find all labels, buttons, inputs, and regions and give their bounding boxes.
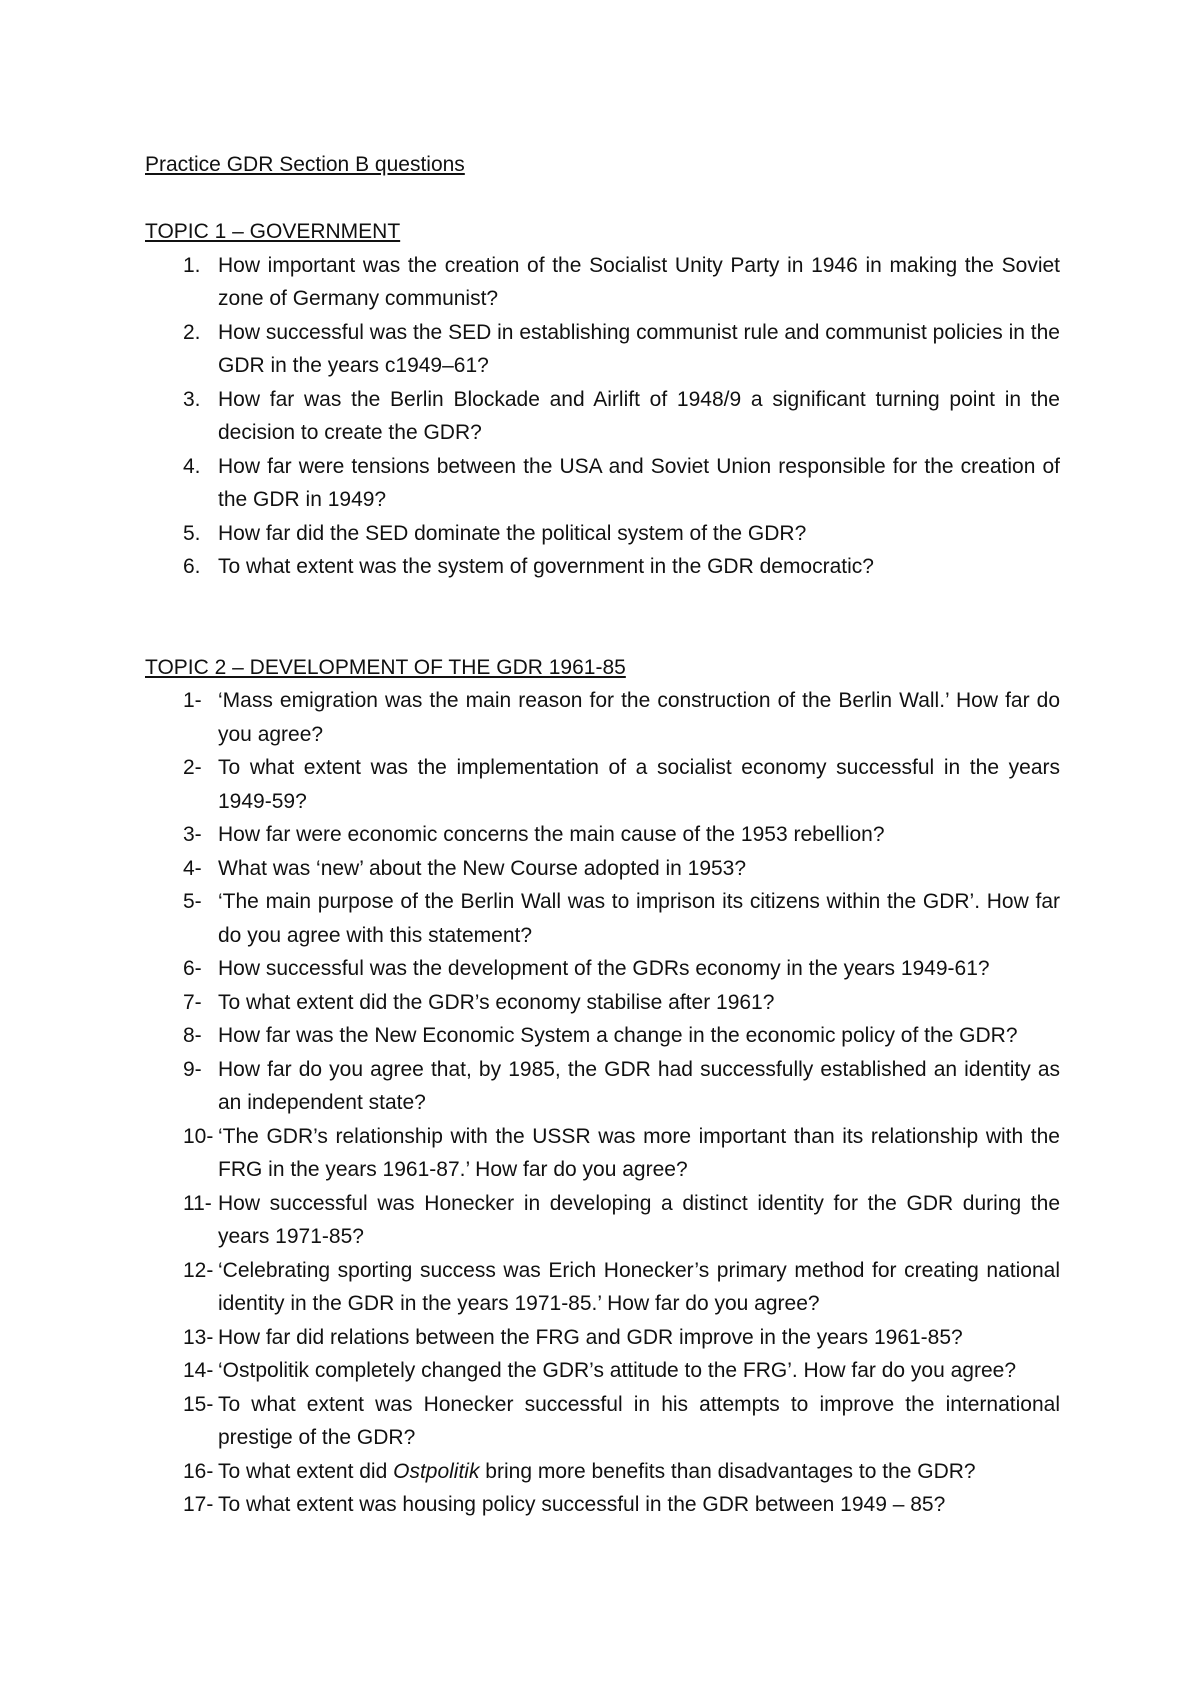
question-number: 2-: [183, 756, 202, 779]
question-text-part: bring more benefits than disadvantages to the GDR?: [479, 1459, 976, 1483]
question-number: 1-: [183, 689, 202, 712]
question-text: To what extent was the implementation of a socialist economy successful in the years 1949-59?: [218, 756, 1060, 813]
topic-2-question-list: [145, 684, 1060, 1522]
question-number: 6-: [183, 957, 202, 980]
question-text: How far did relations between the FRG and GDR improve in the years 1961-85?: [218, 1325, 963, 1349]
question-text: How successful was Honecker in developing a distinct identity for the GDR during the years 1971-85?: [218, 1191, 1060, 1248]
list-item: [145, 550, 1060, 584]
question-text: How important was the creation of the Socialist Unity Party in 1946 in making the Soviet zone of Germany communist?: [218, 253, 1060, 310]
question-number: 3-: [183, 823, 202, 846]
question-number: 4.: [183, 454, 201, 478]
list-item: [145, 818, 1060, 852]
question-number: 15-: [183, 1392, 214, 1416]
document-title: Practice GDR Section B questions: [145, 153, 465, 176]
question-text: How far was the New Economic System a change in the economic policy of the GDR?: [218, 1024, 1018, 1047]
question-text: ‘The main purpose of the Berlin Wall was to imprison its citizens within the GDR’. How far do you agree with this statement?: [218, 890, 1060, 947]
question-number: 5.: [183, 521, 201, 545]
question-number: 17-: [183, 1493, 214, 1516]
list-item: [145, 517, 1060, 551]
question-text: What was ‘new’ about the New Course adopted in 1953?: [218, 856, 747, 880]
question-number: 6.: [183, 555, 201, 578]
list-item: [145, 1388, 1060, 1455]
question-number: 14-: [183, 1359, 214, 1382]
question-text: To what extent was the system of government in the GDR democratic?: [218, 555, 874, 578]
question-number: 11-: [183, 1191, 212, 1215]
question-number: 10-: [183, 1124, 214, 1148]
question-text: To what extent was housing policy successful in the GDR between 1949 – 85?: [218, 1493, 946, 1516]
question-text: To what extent was Honecker successful in his attempts to improve the international prestige of the GDR?: [218, 1392, 1060, 1449]
question-text: How successful was the development of the GDRs economy in the years 1949-61?: [218, 957, 990, 980]
question-number: 4-: [183, 856, 202, 880]
list-item: [145, 1187, 1060, 1254]
question-text: ‘Mass emigration was the main reason for the construction of the Berlin Wall.’ How far do you agree?: [218, 689, 1060, 746]
question-text: ‘Celebrating sporting success was Erich Honecker’s primary method for creating national identity in the GDR in the years 1971-85.’ How far do you agree?: [218, 1258, 1060, 1315]
list-item: [145, 1321, 1060, 1355]
list-item: [145, 249, 1060, 316]
question-text: How far did the SED dominate the political system of the GDR?: [218, 521, 807, 545]
list-item: [145, 1019, 1060, 1053]
spacer: [145, 182, 1060, 216]
list-item: [145, 450, 1060, 517]
question-number: 2.: [183, 320, 201, 344]
list-item: [145, 852, 1060, 886]
topic-2-heading: TOPIC 2 – DEVELOPMENT OF THE GDR 1961-85: [145, 655, 626, 679]
document-body: [145, 148, 1060, 1522]
list-item: [145, 316, 1060, 383]
list-item: [145, 383, 1060, 450]
list-item: [145, 885, 1060, 952]
question-text: How far were economic concerns the main cause of the 1953 rebellion?: [218, 823, 885, 846]
question-text: How successful was the SED in establishing communist rule and communist policies in the GDR in the years c1949–61?: [218, 320, 1060, 377]
question-text: ‘Ostpolitik completely changed the GDR’s attitude to the FRG’. How far do you agree?: [218, 1359, 1017, 1382]
question-number: 7-: [183, 990, 202, 1014]
list-item: [145, 1354, 1060, 1388]
question-number: 8-: [183, 1024, 202, 1047]
topic-1-heading: TOPIC 1 – GOVERNMENT: [145, 220, 401, 243]
question-number: 5-: [183, 890, 202, 913]
question-text-italic: Ostpolitik: [393, 1459, 480, 1483]
question-number: 3.: [183, 387, 201, 411]
question-number: 12-: [183, 1258, 214, 1282]
list-item: [145, 1488, 1060, 1522]
question-text: How far was the Berlin Blockade and Airlift of 1948/9 a significant turning point in the decision to create the GDR?: [218, 387, 1060, 444]
question-number: 16-: [183, 1459, 214, 1483]
list-item: [145, 986, 1060, 1020]
question-text-part: To what extent did: [218, 1459, 394, 1483]
list-item: [145, 1254, 1060, 1321]
topic-1-question-list: [145, 249, 1060, 584]
question-text: How far were tensions between the USA and Soviet Union responsible for the creation of the GDR in 1949?: [218, 454, 1060, 511]
question-text: To what extent did the GDR’s economy stabilise after 1961?: [218, 990, 775, 1014]
list-item: [145, 1455, 1060, 1489]
question-text: How far do you agree that, by 1985, the GDR had successfully established an identity as an independent state?: [218, 1057, 1060, 1114]
list-item: [145, 1120, 1060, 1187]
question-number: 9-: [183, 1057, 202, 1081]
list-item: [145, 952, 1060, 986]
question-text: ‘The GDR’s relationship with the USSR was more important than its relationship with the FRG in the years 1961-87.’ How far do you agree?: [218, 1124, 1060, 1181]
list-item: [145, 684, 1060, 751]
question-number: 13-: [183, 1325, 214, 1349]
question-text: [218, 1460, 976, 1483]
question-number: 1.: [183, 253, 201, 277]
spacer: [145, 584, 1060, 651]
list-item: [145, 751, 1060, 818]
topic-2-section: [145, 651, 1060, 1522]
list-item: [145, 1053, 1060, 1120]
topic-1-section: [145, 215, 1060, 584]
